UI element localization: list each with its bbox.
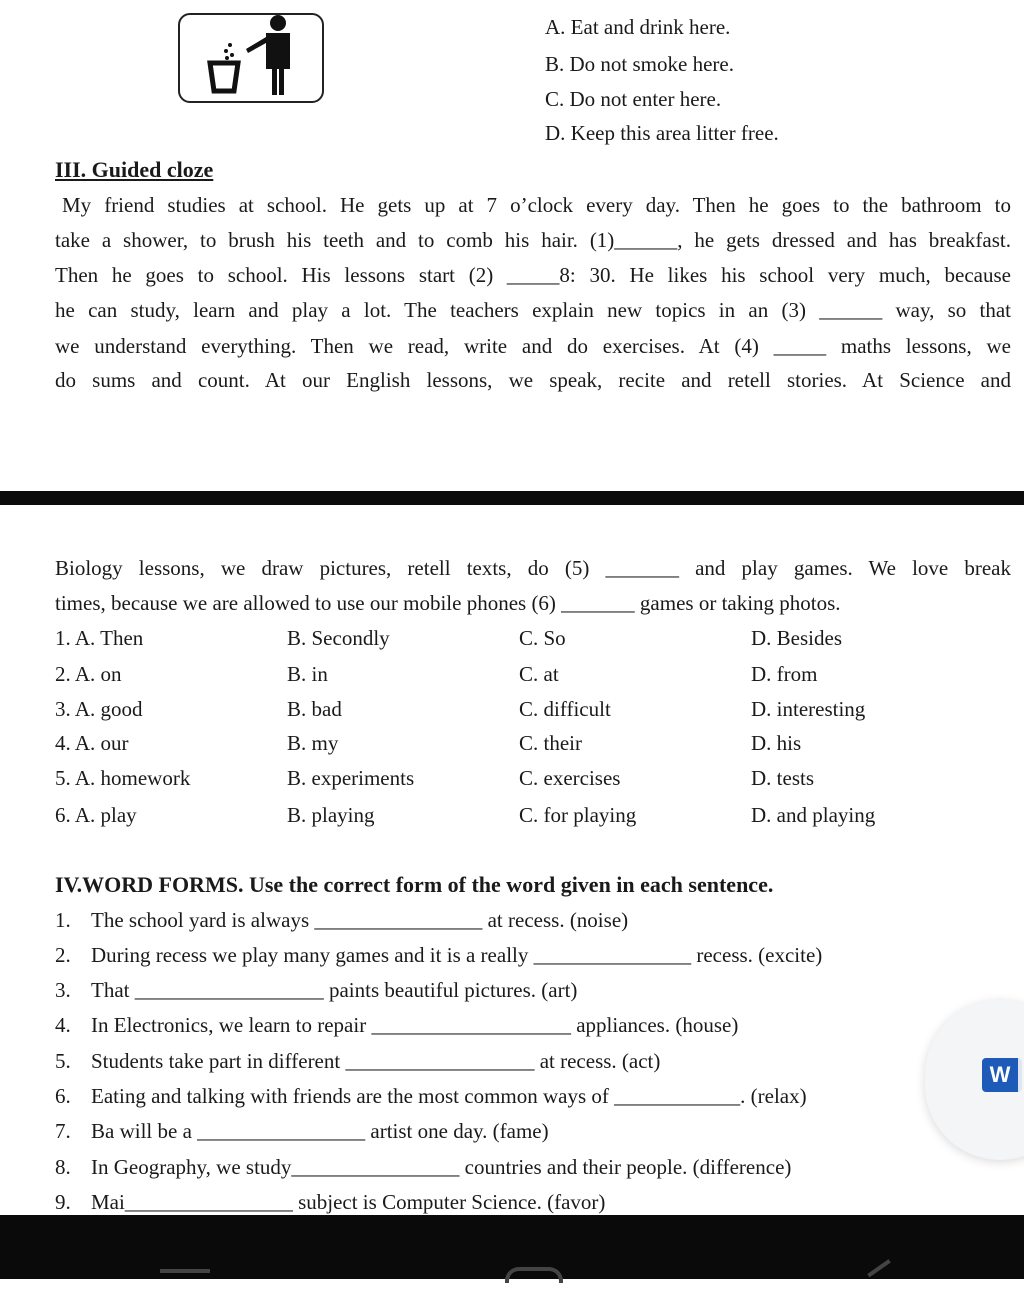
choice-5b: B. experiments xyxy=(287,766,415,790)
cloze-line: Then he goes to school. His lessons start (2) _____8: 30. He likes his school very much, because xyxy=(55,263,1011,287)
choice-5a: 5. A. homework xyxy=(55,766,191,790)
recent-apps-icon[interactable] xyxy=(160,1269,210,1283)
choice-6d: D. and playing xyxy=(751,803,876,827)
home-icon[interactable] xyxy=(505,1267,563,1283)
choice-5d: D. tests xyxy=(751,766,814,790)
word-form-item: 2. During recess we play many games and it is a really _______________ recess. (excite) xyxy=(55,943,823,967)
litter-bin-icon xyxy=(180,15,326,105)
sign-option-a: A. Eat and drink here. xyxy=(545,15,731,39)
cloze-line: My friend studies at school. He gets up at 7 o’clock every day. Then he goes to the bathroom to xyxy=(62,193,1011,217)
cloze-line: times, because we are allowed to use our mobile phones (6) _______ games or taking photos. xyxy=(55,591,841,615)
sign-option-d: D. Keep this area litter free. xyxy=(545,121,779,145)
choice-2c: C. at xyxy=(519,662,559,686)
choice-3b: B. bad xyxy=(287,697,342,721)
page-divider-band xyxy=(0,491,1024,505)
word-form-item: 6. Eating and talking with friends are the most common ways of ____________. (relax) xyxy=(55,1084,807,1108)
word-form-item: 8. In Geography, we study________________ countries and their people. (difference) xyxy=(55,1155,792,1179)
choice-6c: C. for playing xyxy=(519,803,637,827)
cloze-line: we understand everything. Then we read, write and do exercises. At (4) _____ maths lessons, we xyxy=(55,334,1011,358)
choice-2b: B. in xyxy=(287,662,328,686)
section4-heading: IV.WORD FORMS. Use the correct form of the word given in each sentence. xyxy=(55,872,774,897)
cloze-line: Biology lessons, we draw pictures, retell texts, do (5) _______ and play games. We love break xyxy=(55,556,1011,580)
choice-4d: D. his xyxy=(751,731,802,755)
word-form-item: 3. That __________________ paints beautiful pictures. (art) xyxy=(55,978,578,1002)
choice-3a: 3. A. good xyxy=(55,697,143,721)
word-form-item: 7. Ba will be a ________________ artist one day. (fame) xyxy=(55,1119,549,1143)
choice-5c: C. exercises xyxy=(519,766,621,790)
word-form-item: 1. The school yard is always ________________ at recess. (noise) xyxy=(55,908,629,932)
choice-1d: D. Besides xyxy=(751,626,842,650)
section3-heading: III. Guided cloze xyxy=(55,157,214,182)
choice-2d: D. from xyxy=(751,662,818,686)
choice-1b: B. Secondly xyxy=(287,626,390,650)
word-app-icon[interactable]: W xyxy=(982,1058,1022,1092)
sign-option-b: B. Do not smoke here. xyxy=(545,52,734,76)
choice-4a: 4. A. our xyxy=(55,731,129,755)
choice-6a: 6. A. play xyxy=(55,803,137,827)
choice-3c: C. difficult xyxy=(519,697,611,721)
sign-option-c: C. Do not enter here. xyxy=(545,87,722,111)
cloze-line: do sums and count. At our English lessons, we speak, recite and retell stories. At Science and xyxy=(55,368,1011,392)
system-nav-bar xyxy=(0,1215,1024,1279)
choice-4c: C. their xyxy=(519,731,582,755)
choice-1a: 1. A. Then xyxy=(55,626,144,650)
litter-sign-image xyxy=(178,13,324,103)
choice-3d: D. interesting xyxy=(751,697,866,721)
choice-1c: C. So xyxy=(519,626,566,650)
back-icon[interactable] xyxy=(867,1259,899,1289)
choice-2a: 2. A. on xyxy=(55,662,122,686)
word-form-item: 9. Mai________________ subject is Computer Science. (favor) xyxy=(55,1190,606,1214)
word-form-item: 4. In Electronics, we learn to repair ___________________ appliances. (house) xyxy=(55,1013,739,1037)
word-form-item: 5. Students take part in different __________________ at recess. (act) xyxy=(55,1049,661,1073)
cloze-line: take a shower, to brush his teeth and to comb his hair. (1)______, he gets dressed and has breakfast. xyxy=(55,228,1011,252)
cloze-line: he can study, learn and play a lot. The teachers explain new topics in an (3) ______ way, so that xyxy=(55,298,1011,322)
choice-4b: B. my xyxy=(287,731,339,755)
choice-6b: B. playing xyxy=(287,803,375,827)
